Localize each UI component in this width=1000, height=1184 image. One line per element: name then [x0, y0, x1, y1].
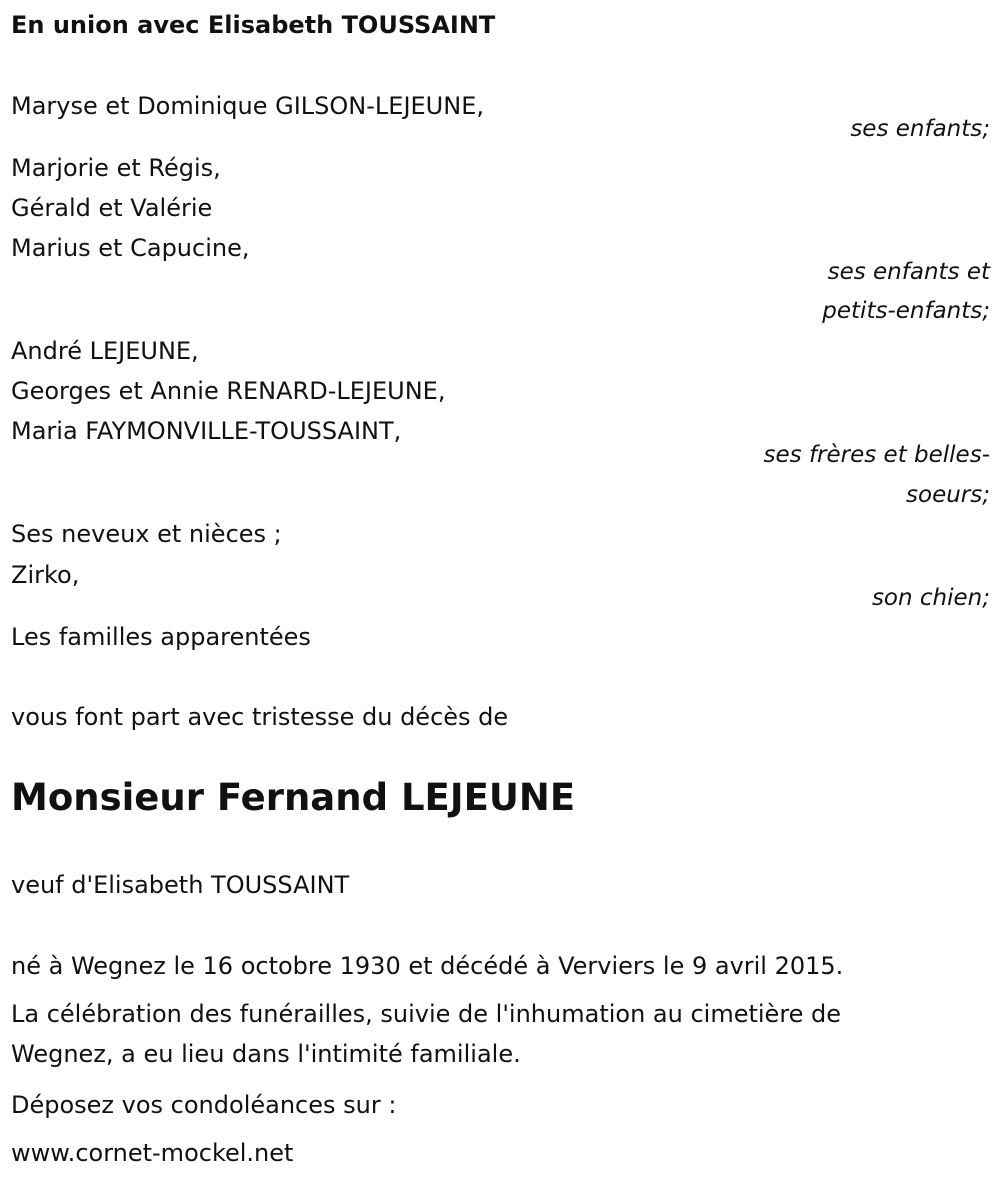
siblings-line-2: Georges et Annie RENARD-LEJEUNE, [11, 377, 446, 405]
announcement-intro: vous font part avec tristesse du décès de [11, 703, 509, 731]
related-families: Les familles apparentées [11, 623, 311, 651]
dog-name: Zirko, [11, 561, 80, 589]
widower-line: veuf d'Elisabeth TOUSSAINT [11, 871, 350, 899]
children-role: ses enfants; [850, 116, 990, 142]
grandchildren-line-3: Marius et Capucine, [11, 234, 250, 262]
dog-role: son chien; [871, 585, 990, 611]
siblings-line-3: Maria FAYMONVILLE-TOUSSAINT, [11, 417, 402, 445]
grandchildren-role-line-2: petits-enfants; [822, 298, 990, 324]
funeral-line-1: La célébration des funérailles, suivie de l'inhumation au cimetière de [11, 1000, 842, 1028]
siblings-role-line-1: ses frères et belles- [763, 442, 990, 468]
siblings-role-line-2: soeurs; [906, 482, 990, 508]
union-heading: En union avec Elisabeth TOUSSAINT [11, 11, 496, 39]
grandchildren-line-2: Gérald et Valérie [11, 194, 213, 222]
deceased-name: Monsieur Fernand LEJEUNE [11, 776, 576, 819]
birth-death-dates: né à Wegnez le 16 octobre 1930 et décédé à Verviers le 9 avril 2015. [11, 952, 844, 980]
condolences-line: Déposez vos condoléances sur : [11, 1091, 397, 1119]
children-names: Maryse et Dominique GILSON-LEJEUNE, [11, 92, 484, 120]
grandchildren-role-line-1: ses enfants et [827, 259, 990, 285]
website-link[interactable]: www.cornet-mockel.net [11, 1139, 294, 1167]
grandchildren-line-1: Marjorie et Régis, [11, 154, 221, 182]
siblings-line-1: André LEJEUNE, [11, 337, 199, 365]
funeral-line-2: Wegnez, a eu lieu dans l'intimité familiale. [11, 1040, 521, 1068]
nephews-nieces: Ses neveux et nièces ; [11, 520, 282, 548]
